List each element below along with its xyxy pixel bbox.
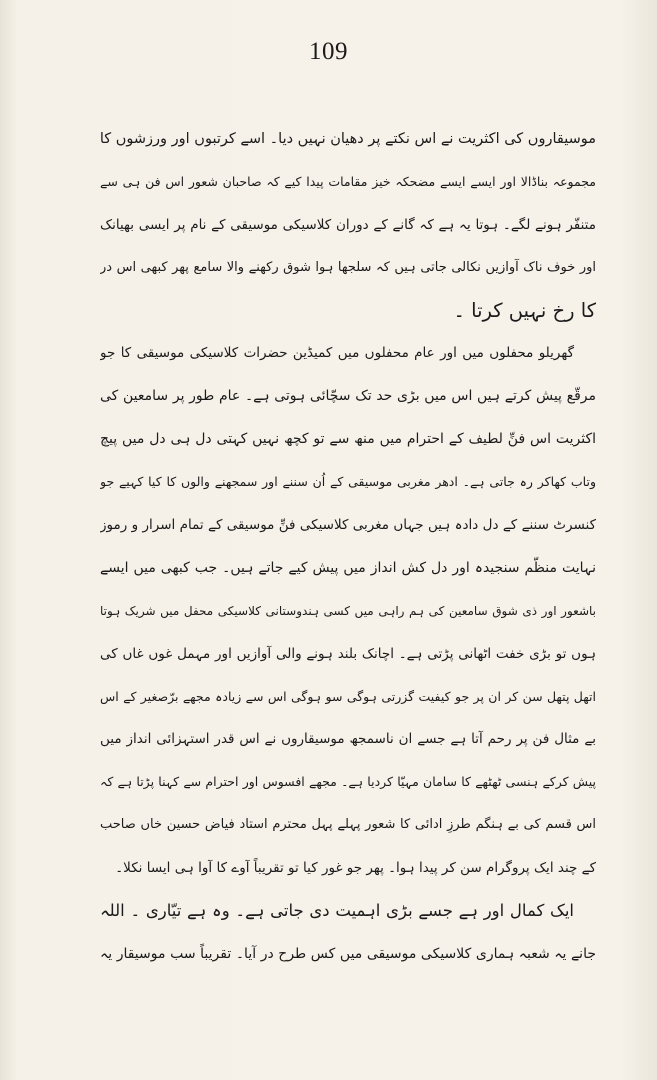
- text-line: باشعور اور ذی شوق سامعین کی ہم راہی میں کسی ہندوستانی کلاسیکی محفل میں شریک ہوتا: [100, 603, 596, 618]
- text-line: گھریلو محفلوں میں اور عام محفلوں میں کمیڈین حضرات کلاسیکی موسیقی کا جو: [100, 345, 574, 362]
- text-line: اکثریت اس فنِّ لطیف کے احترام میں منھ سے تو کچھ نہیں کہتی دل ہی دل میں پیچ: [100, 431, 596, 448]
- text-line: ایک کمال اور ہے جسے بڑی اہمیت دی جاتی ہے۔ وہ ہے تیّاری ۔ اللہ: [100, 901, 574, 921]
- text-line: موسیقاروں کی اکثریت نے اس نکتے پر دھیان نہیں دیا۔ اسے کرتبوں اور ورزشوں کا: [100, 131, 596, 147]
- text-line: اور خوف ناک آوازیں نکالی جاتی ہیں کہ سلجھا ہوا شوق رکھنے والا سامع پھر کبھی اس در: [100, 259, 596, 275]
- text-line: مجموعہ بناڈالا اور ایسے ایسے مضحکہ خیز مقامات پیدا کیے کہ صاحبان شعور اس فن ہی سے: [100, 173, 596, 189]
- text-line: مرقّع پیش کرتے ہیں اس میں بڑی حد تک سچّائی ہوتی ہے۔ عام طور پر سامعین کی: [100, 388, 596, 405]
- text-line: وتاب کھاکر رہ جاتی ہے۔ ادھر مغربی موسیقی کے اُن سننے اور سمجھنے والوں کا کیا کہیے جو: [100, 474, 596, 490]
- text-line: کے چند ایک پروگرام سن کر پیدا ہوا۔ پھر جو غور کیا تو تقریباً آوے کا آوا ہی ایسا نکلا۔: [115, 860, 596, 877]
- text-line: اتھل پتھل سن کر ان پر جو کیفیت گزرتی ہوگی سو ہوگی اس سے زیادہ مجھے برّصغیر کے اس: [100, 688, 596, 704]
- text-line: پیش کرکے ہنسی ٹھٹھے کا سامان مہیّا کردیا ہے۔ مجھے افسوس اور احترام سے کہنا پڑتا ہے کہ: [100, 774, 596, 790]
- text-line: نہایت منظّم سنجیدہ اور دل کش انداز میں پیش کیے جاتے ہیں۔ جب کبھی میں ایسے: [100, 559, 596, 576]
- body-text: [100, 118, 596, 976]
- text-line: جانے یہ شعبہ ہماری کلاسیکی موسیقی میں کس طرح در آیا۔ تقریباً سب موسیقار یہ: [100, 945, 596, 962]
- text-line: اس قسم کی بے ہنگم طرزِ ادائی کا شعور پہلے پہل محترم استاد فیاض حسین خاں صاحب: [100, 817, 596, 833]
- page-number: 109: [309, 38, 348, 65]
- text-line: متنفّر ہونے لگے۔ ہوتا یہ ہے کہ گانے کے دوران کلاسیکی موسیقی کے نام پر ایسی بھیانک: [100, 216, 596, 233]
- text-line: کنسرٹ سننے کے دل دادہ ہیں جہاں مغربی کلاسیکی فنِّ موسیقی کے تمام اسرار و رموز: [100, 517, 596, 534]
- text-line: بے مثال فن پر رحم آتا ہے جسے ان ناسمجھ موسیقاروں نے اس قدر استہزائی انداز میں: [100, 731, 596, 748]
- text-line: کا رخ نہیں کرتا ۔: [453, 298, 596, 322]
- text-line: ہوں تو بڑی خفت اٹھانی پڑتی ہے۔ اچانک بلند ہونے والی آوازیں اور مہمل غوں غاں کی: [100, 645, 596, 662]
